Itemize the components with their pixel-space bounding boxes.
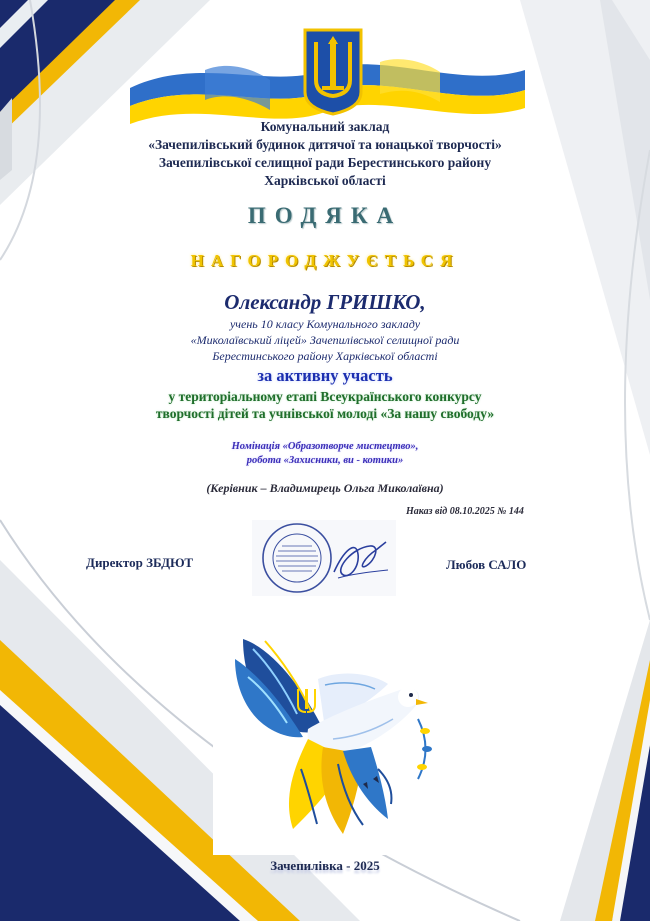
director-position: Директор ЗБДЮТ	[86, 555, 194, 570]
certificate-title: ПОДЯКА	[247, 203, 403, 228]
awardee-name: Олександр ГРИШКО,	[224, 290, 426, 314]
nomination-line-1: Номінація «Образотворче мистецтво»,	[231, 441, 419, 452]
director-name: Любов САЛО	[446, 557, 527, 572]
order-reference: Наказ від 08.10.2025 № 144	[406, 506, 524, 517]
institution-line-4: Харківської області	[264, 173, 386, 188]
supervisor-note: (Керівник – Владимирець Ольга Миколаївна)	[206, 481, 444, 495]
peace-dove-illustration	[213, 619, 453, 855]
awardee-line-1: учень 10 класу Комунального закладу	[229, 317, 421, 331]
contest-line-2: творчості дітей та учнівської молоді «За нашу свободу»	[155, 406, 495, 421]
contest-line-1: у територіальному етапі Всеукраїнського конкурсу	[168, 389, 482, 404]
institution-line-1: Комунальний заклад	[260, 119, 390, 134]
awardee-line-3: Берестинського району Харківської області	[212, 349, 438, 363]
institution-line-3: Зачепилівської селищної ради Берестинського району	[158, 155, 492, 170]
official-stamp-signature	[252, 520, 396, 596]
nomination-line-2: робота «Захисники, ви - котики»	[246, 455, 404, 466]
institution-line-2: «Зачепилівський будинок дитячої та юнацької творчості»	[148, 137, 502, 152]
footer-place-year: Зачепилівка - 2025	[270, 858, 380, 873]
awardee-line-2: «Миколаївський ліцей» Зачепилівської селищної ради	[190, 333, 460, 347]
award-subtitle: НАГОРОДЖУЄТЬСЯ	[190, 251, 460, 270]
award-reason: за активну участь	[257, 366, 393, 385]
